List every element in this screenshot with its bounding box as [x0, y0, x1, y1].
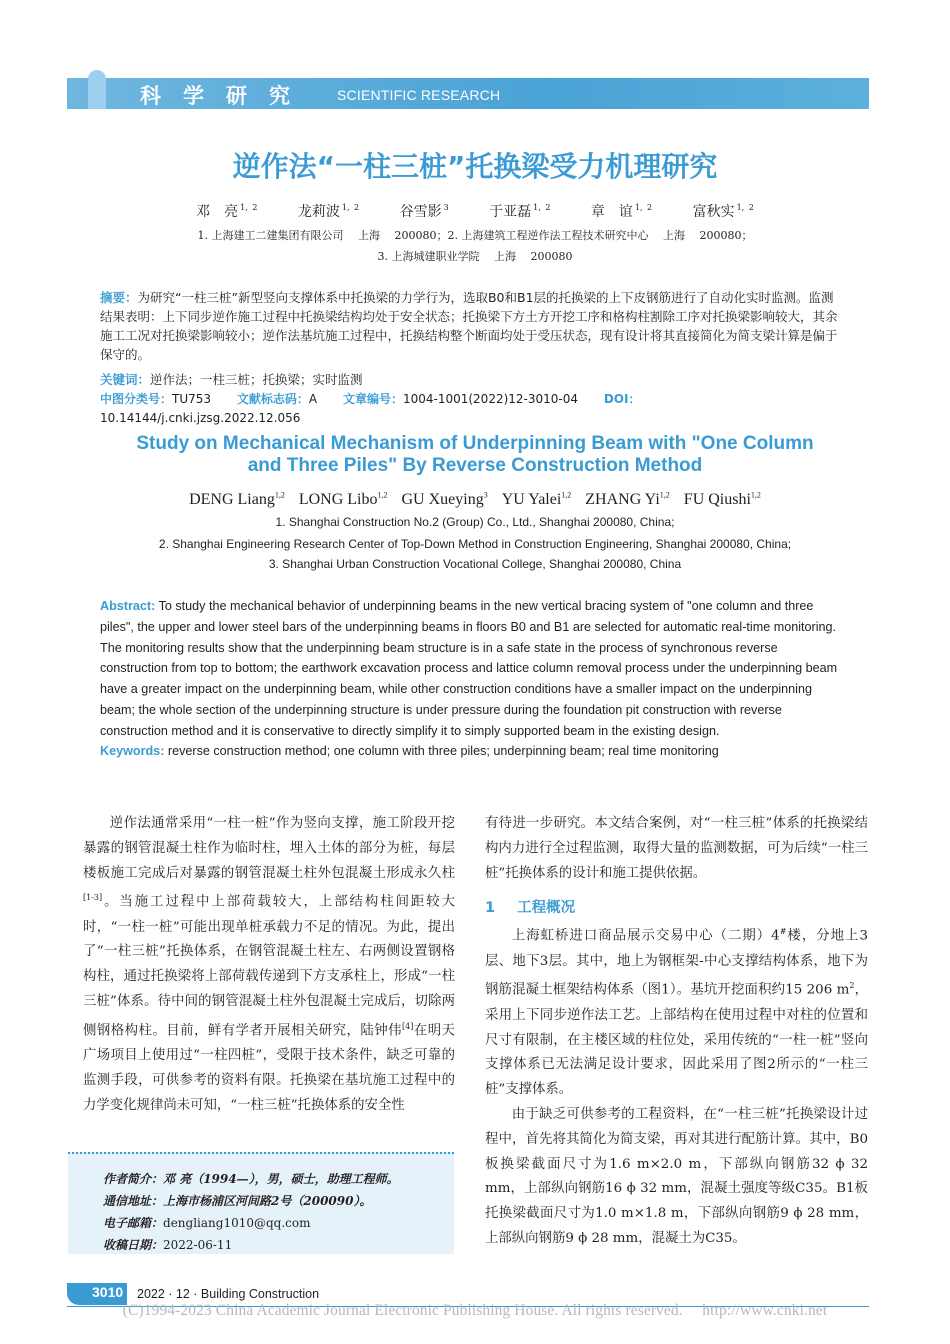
page-number: 3010: [92, 1284, 124, 1300]
body-paragraph: 有待进一步研究。本文结合案例，对“一柱三桩”体系的托换梁结构内力进行全过程监测，取得大量的监测数据，可为后续“一柱三桩”托换体系的设计和施工提供依据。: [485, 816, 868, 881]
keywords-label-en: Keywords:: [100, 744, 165, 758]
classification-line: 中图分类号：TU753 文献标志码：A 文章编号：1004-1001(2022)12-3010-04 DOI：10.14144/j.cnki.jzsg.2022.12.056: [100, 392, 641, 425]
abstract-text-cn: 为研究“一柱三桩”新型竖向支撑体系中托换梁的力学行为，选取B0和B1层的托换梁的上下皮钢筋进行了自动化实时监测。监测结果表明：上下同步逆作施工过程中托换梁结构均处于安全状态；托换梁下方土方开挖工序和格构柱割除工序对托换梁影响较大，其余施工工况对托换梁影响较小；逆作法基坑施工过程中，托换结构整个断面均处于受压状态，现有设计将其直接简化为简支梁计算是偏于保守的。: [100, 290, 838, 362]
affiliation-cn: 1. 上海建工二建集团有限公司 上海 200080；2. 上海建筑工程逆作法工程技术研究中心 上海 200080；: [197, 229, 753, 242]
mailing-address: 通信地址：上海市杨浦区河间路2号（200090）。: [103, 1194, 372, 1208]
body-column-right: [485, 812, 868, 1252]
article-number: 1004-1001(2022)12-3010-04: [402, 392, 579, 406]
abstract-text-en: To study the mechanical behavior of underpinning beams in the new vertical bracing system of "one column and three piles", the upper and lower steel bars of the underpinning beams in floors B0 and B1 are selected for automatic real-time monitoring. The monitoring results show that the underpinning beam structure is in a safe state in the process of synchronous reverse construction from top to bottom; the earthwork excavation process and lattice column removal process under the underpinning beam have a greater impact on the underpinning beam, while other construction conditions have a smaller impact on the underpinning beam; the whole section of the underpinning structure is under pressure during the foundation pit construction with reverse construction method and it is conservative to directly simplify it to simply supported beam in the existing design.: [100, 599, 838, 738]
author-cn: 于亚磊 $^{1, 2}$: [489, 203, 551, 220]
body-column-left: [83, 812, 455, 1119]
received-date: 收稿日期：2022-06-11: [103, 1238, 233, 1252]
author-cn: 龙莉波 $^{1, 2}$: [297, 203, 360, 220]
author-en: LONG Libo$^{1,2}$: [298, 491, 388, 509]
section-heading: 1 工程概况: [485, 900, 576, 917]
keywords-text-cn: 逆作法；一柱三桩；托换梁；实时监测: [150, 372, 363, 387]
body-paragraph: 逆作法通常采用“一柱一桩”作为竖向支撑，施工阶段开挖暴露的钢管混凝土柱作为临时柱，埋入土体的部分为桩，每层楼板施工完成后对暴露的钢管混凝土柱外包混凝土形成永久柱[1-3]。当施工过程中上部荷载较大，上部结构柱间距较大时，“一柱一桩”可能出现单桩承载力不足的情况。为此，提出了“一柱三桩”托换体系，在钢管混凝土柱左、右两侧设置钢格构柱，通过托换梁将上部荷载传递到下方支承柱上，形成“一柱三桩”体系。待中间的钢管混凝土柱外包混凝土完成后，切除两侧钢格构柱。目前，鲜有学者开展相关研究，陆钟伟[4]在明天广场项目上使用过“一柱四桩”，受限于技术条件，缺乏可靠的监测手段，可供参考的资料有限。托换梁在基坑施工过程中的力学变化规律尚未可知，“一柱三桩”托换体系的安全性: [83, 816, 456, 1113]
citation: [4]: [402, 1021, 414, 1031]
affiliation-en: 1. Shanghai Construction No.2 (Group) Co., Ltd., Shanghai 200080, China;: [275, 515, 675, 529]
author-en: DENG Liang$^{1,2}$: [189, 491, 285, 509]
author-bio: 作者简介：邓 亮（1994—），男，硕士，助理工程师。: [103, 1172, 399, 1186]
doi: 10.14144/j.cnki.jzsg.2022.12.056: [100, 411, 301, 425]
author-en: GU Xueying$^3$: [401, 491, 488, 509]
abstract-cn: [100, 288, 840, 364]
author-cn: 章 谊 $^{1, 2}$: [590, 203, 653, 220]
body-paragraph: 上海虹桥进口商品展示交易中心（二期）4#楼，分地上3层、地下3层。其中，地上为钢框架-中心支撑结构体系，地下为钢筋混凝土框架结构体系（图1）。基坑开挖面积约15 206 $m^2$，采用上下同步逆作法工艺。上部结构在使用过程中对柱的位置和尺寸有限制，在主楼区域的柱位处，采用传统的“一柱一桩”竖向支撑体系已无法满足设计要求，因此采用了图2所示的“一柱三桩”支撑体系。: [485, 927, 868, 1098]
section-name-en: SCIENTIFIC RESEARCH: [337, 87, 501, 103]
copyright-watermark: (C)1994-2023 China Academic Journal Electronic Publishing House. All rights reserved. http://www.cnki.net: [122, 1302, 828, 1319]
abstract-label-cn: 摘要：: [100, 290, 138, 305]
paper-title-cn: 逆作法“一柱三桩”托换梁受力机理研究: [232, 150, 718, 183]
section-header-tab-decoration: [88, 70, 106, 109]
affiliation-cn: 3. 上海城建职业学院 上海 200080: [377, 250, 573, 263]
abstract-en: [100, 596, 840, 742]
author-list-en: [0, 491, 950, 509]
clc-number: TU753: [172, 392, 212, 406]
author-en: ZHANG Yi$^{1,2}$: [585, 491, 670, 509]
author-cn: 谷雪影 $^3$: [399, 203, 449, 220]
section-name-cn: 科学研究: [140, 84, 312, 108]
abstract-label-en: Abstract:: [100, 599, 156, 613]
keywords-cn: [100, 370, 840, 389]
author-en: FU Qiushi$^{1,2}$: [683, 491, 761, 509]
body-paragraph: 由于缺乏可供参考的工程资料，在“一柱三桩”托换梁设计过程中，首先将其简化为简支梁，再对其进行配筋计算。其中，B0板换梁截面尺寸为1.6 m×2.0 m，下部纵向钢筋32 ϕ 32 mm，上部纵向钢筋16 ϕ 32 mm，混凝土强度等级C35。B1板托换梁截面尺寸为1.0 m×1.8 m，下部纵向钢筋9 ϕ 28 mm，上部纵向钢筋9 ϕ 28 mm，混凝土为C35。: [485, 1106, 868, 1246]
keywords-text-en: reverse construction method; one column with three piles; underpinning beam; real time monitoring: [167, 744, 719, 758]
citation: [1-3]: [83, 893, 103, 903]
paper-title-en: Study on Mechanical Mechanism of Underpinning Beam with "One Column and Three Piles" By Reverse Construction Method: [136, 433, 814, 476]
affiliation-en: 2. Shanghai Engineering Research Center of Top-Down Method in Construction Engineering, Shanghai 200080, China;: [158, 537, 792, 551]
keywords-en: [100, 741, 840, 762]
author-cn: 富秋实 $^{1, 2}$: [692, 203, 754, 220]
author-en: YU Yalei$^{1,2}$: [501, 491, 572, 509]
author-list-cn: [0, 201, 950, 221]
author-cn: 邓 亮 $^{1, 2}$: [196, 203, 258, 220]
journal-issue: 2022 · 12 · Building Construction: [137, 1287, 320, 1301]
keywords-label-cn: 关键词：: [100, 372, 151, 387]
affiliation-en: 3. Shanghai Urban Construction Vocational College, Shanghai 200080, China: [268, 557, 682, 571]
document-code: A: [308, 392, 318, 406]
email: 电子邮箱：dengliang1010@qq.com: [103, 1216, 311, 1230]
